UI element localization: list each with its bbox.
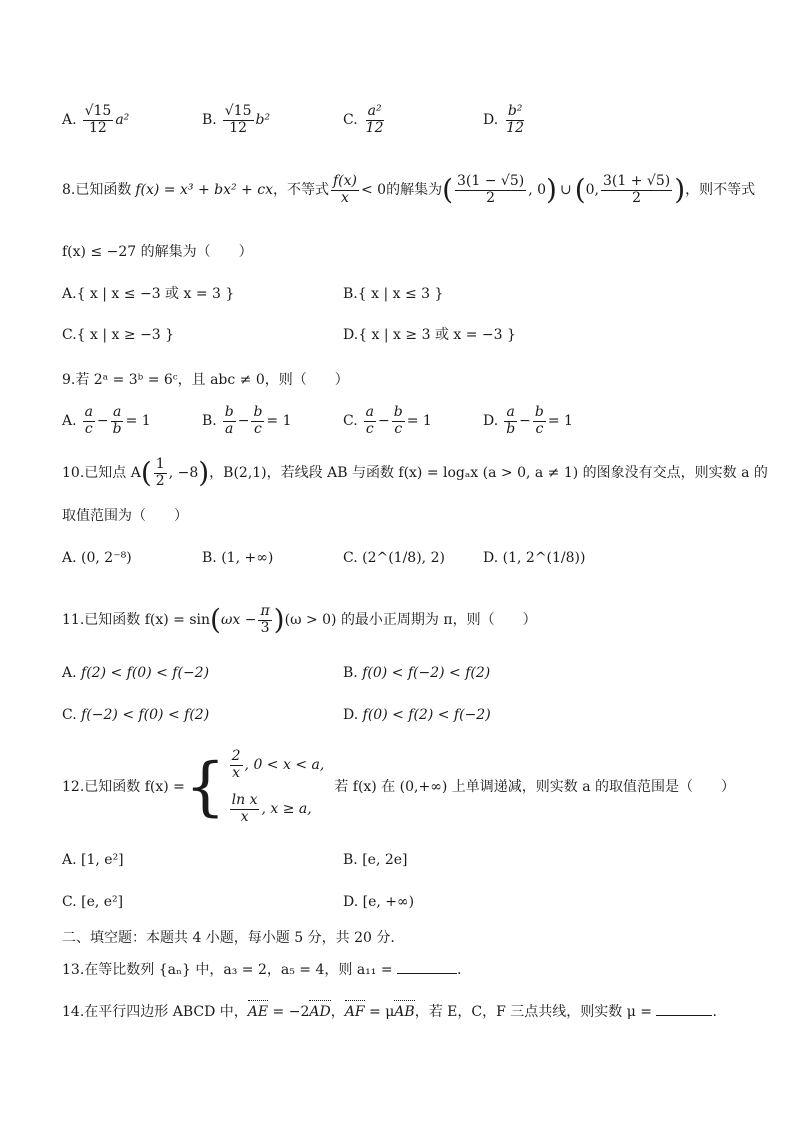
q12-option-d[interactable]: D. [e, +∞) — [343, 894, 415, 910]
q14-answer-blank[interactable] — [656, 1015, 712, 1016]
q8-stem-line2: f(x) ≤ −27 的解集为（ ） — [62, 244, 253, 260]
section-heading-fill-in: 二、填空题：本题共 4 小题，每小题 5 分，共 20 分. — [62, 930, 395, 946]
q10-option-a[interactable]: A. (0, 2⁻⁸) — [62, 550, 132, 566]
q12-option-b[interactable]: B. [e, 2e] — [343, 852, 408, 868]
q12-option-c[interactable]: C. [e, e²] — [62, 894, 124, 910]
piecewise-brace: { — [184, 750, 226, 824]
q10-option-d[interactable]: D. (1, 2^(1/8)) — [483, 550, 586, 566]
q9-stem: 9.若 2ᵃ = 3ᵇ = 6ᶜ，且 abc ≠ 0，则（ ） — [62, 372, 349, 388]
q13-stem: 13.在等比数列 {aₙ} 中，a₃ = 2，a₅ = 4，则 a₁₁ = . — [62, 962, 462, 978]
vector-ab: AB — [394, 1004, 415, 1020]
q7-option-c[interactable]: C. $\frac{\text{a²}}{12}$ — [343, 103, 384, 136]
q10-option-b[interactable]: B. (1, +∞) — [202, 550, 274, 566]
q9-options — [62, 398, 764, 444]
q7-options — [62, 95, 764, 145]
q8-option-a[interactable]: A.{ x | x ≤ −3 或 x = 3 } — [62, 286, 235, 302]
q7-option-a[interactable]: A. $\frac{√15}{12}$ a² — [62, 103, 130, 136]
q8-option-b[interactable]: B.{ x | x ≤ 3 } — [343, 286, 444, 302]
q12-stem: 12.已知函数 f(x) = { $\frac{2}{x}$ , 0 < x < a, $\frac{\text{ln x}}{x}$ , x ≥ a, 若 f(x) 在 (0,+∞) 上单调递减，则实数 a 的取值范围是（ ） — [62, 742, 764, 832]
q8-stem: 8.已知函数 f(x) = x³ + bx² + cx ，不等式 $\frac{f(x)}{x}$ < 0 的解集为 ( $\frac{3(1 - √5)}{2}$ , 0 ) ∪ ( 0, $\frac{3(1 + √5)}{2}$ ) ，则不等式 — [62, 173, 756, 206]
q11-stem: 11.已知函数 f(x) = sin ( ωx − $\frac{\pi}{3}$ ) (ω > 0) 的最小正周期为 π，则（ ） — [62, 603, 537, 636]
q9-option-a[interactable]: A. $\frac{a}{c}$ − $\frac{a}{b}$ = 1 — [62, 404, 151, 437]
vector-af: AF — [344, 1004, 365, 1020]
q11-option-b[interactable]: B. f(0) < f(−2) < f(2) — [343, 665, 491, 681]
q11-option-a[interactable]: A. f(2) < f(0) < f(−2) — [62, 665, 210, 681]
q9-option-c[interactable]: C. $\frac{a}{c}$ − $\frac{b}{c}$ = 1 — [343, 404, 432, 437]
q13-answer-blank[interactable] — [397, 973, 457, 974]
q9-option-d[interactable]: D. $\frac{a}{b}$ − $\frac{b}{c}$ = 1 — [483, 404, 573, 437]
piecewise-cases: $\frac{2}{x}$ , 0 < x < a, $\frac{\text{ln x}}{x}$ , x ≥ a, — [231, 748, 325, 825]
q14-stem: 14.在平行四边形 ABCD 中，AE = −2AD，AF = μAB，若 E，C，F 三点共线，则实数 μ = . — [62, 1004, 717, 1020]
q11-option-d[interactable]: D. f(0) < f(2) < f(−2) — [343, 707, 491, 723]
q10-option-c[interactable]: C. (2^(1/8), 2) — [343, 550, 445, 566]
q10-stem: 10.已知点 A ( $\frac{1}{2}$ , −8 ) ，B(2,1)，若线段 AB 与函数 f(x) = logₐx (a > 0, a ≠ 1) 的图象没有交点，则实数 a 的 — [62, 456, 768, 489]
q11-option-c[interactable]: C. f(−2) < f(0) < f(2) — [62, 707, 210, 723]
q10-stem-line2: 取值范围为（ ） — [62, 508, 188, 524]
q12-option-a[interactable]: A. [1, e²] — [62, 852, 124, 868]
q8-option-d[interactable]: D.{ x | x ≥ 3 或 x = −3 } — [343, 327, 516, 343]
q7-option-d[interactable]: D. $\frac{\text{b²}}{12}$ — [483, 103, 525, 136]
vector-ae: AE — [247, 1004, 269, 1020]
vector-ad: AD — [309, 1004, 331, 1020]
q7-option-b[interactable]: B. $\frac{√15}{12}$ b² — [202, 103, 271, 136]
q8-option-c[interactable]: C.{ x | x ≥ −3 } — [62, 327, 175, 343]
q9-option-b[interactable]: B. $\frac{b}{a}$ − $\frac{b}{c}$ = 1 — [202, 404, 292, 437]
